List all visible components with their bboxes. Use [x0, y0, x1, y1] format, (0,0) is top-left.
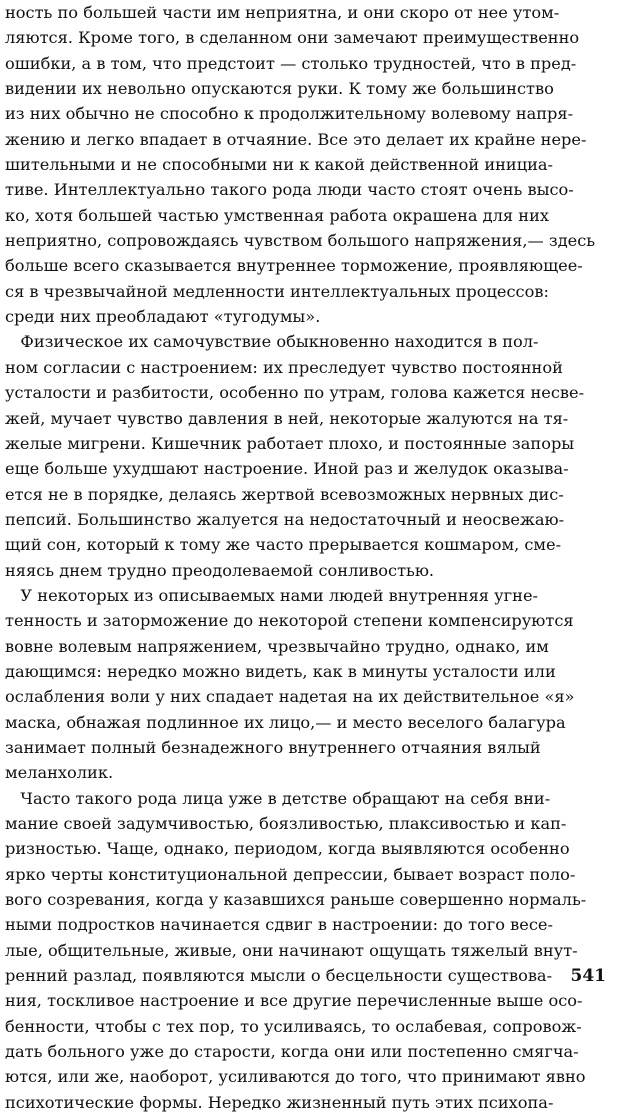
text-line: тиве. Интеллектуально такого рода люди часто стоят очень высо-: [5, 180, 574, 200]
text-line: няясь днем трудно преодолеваемой сонливостью.: [5, 560, 435, 580]
text-line: ся в чрезвычайной медленности интеллектуальных процессов:: [5, 281, 549, 301]
text-line: ном согласии с настроением: их преследует чувство постоянной: [5, 357, 563, 377]
text-line: ляются. Кроме того, в сделанном они замечают преимущественно: [5, 28, 580, 48]
text-line: ния, тоскливое настроение и все другие перечисленные выше осо-: [5, 991, 583, 1011]
text-line: жей, мучает чувство давления в ней, некоторые жалуются на тя-: [5, 408, 569, 428]
text-line: шительными и не способными ни к какой действенной инициа-: [5, 155, 554, 175]
text-line: занимает полный безнадежного внутреннего отчаяния вялый: [5, 737, 541, 757]
text-line: дающимся: нередко можно видеть, как в минуты усталости или: [5, 661, 556, 681]
text-line: Физическое их самочувствие обыкновенно находится в пол-: [5, 332, 539, 352]
text-line: ется не в порядке, делаясь жертвой всевозможных нервных дис-: [5, 484, 564, 504]
text-line: Часто такого рода лица уже в детстве обращают на себя вни-: [5, 788, 551, 808]
text-line: У некоторых из описываемых нами людей внутренняя угне-: [5, 585, 539, 605]
text-line: вовне волевым напряжением, чрезвычайно трудно, однако, им: [5, 636, 549, 656]
text-line: маска, обнажая подлинное их лицо,— и место веселого балагура: [5, 712, 566, 732]
text-line: ются, или же, наоборот, усиливаются до того, что принимают явно: [5, 1067, 586, 1087]
text-line: бенности, чтобы с тех пор, то усиливаясь, то ослабевая, сопровож-: [5, 1016, 582, 1036]
text-line: мание своей задумчивостью, боязливостью, плаксивостью и кап-: [5, 814, 567, 833]
text-line: ризностью. Чаще, однако, периодом, когда выявляются особенно: [5, 839, 570, 859]
text-line: видении их невольно опускаются руки. К тому же большинство: [5, 79, 554, 99]
text-line: психотические формы. Нередко жизненный путь этих психопа-: [5, 1092, 554, 1112]
text-line: среди них преобладают «тугодумы».: [5, 307, 321, 327]
text-line: дать больного уже до старости, когда они или постепенно смягча-: [5, 1042, 579, 1062]
text-line: вого созревания, когда у казавшихся раньше совершенно нормаль-: [5, 890, 587, 910]
text-line: из них обычно не способно к продолжительному волевому напря-: [5, 104, 574, 124]
text-line: неприятно, сопровождаясь чувством большого напряжения,— здесь: [5, 231, 596, 251]
text-line: пепсий. Большинство жалуется на недостаточный и неосвежаю-: [5, 509, 565, 529]
text-line: ренний разлад, появляются мысли о бесцельности существова-: [5, 966, 553, 986]
text-line: щий сон, который к тому же часто прерывается кошмаром, сме-: [5, 535, 562, 555]
text-line: еще больше ухудшают настроение. Иной раз и желудок оказыва-: [5, 459, 569, 479]
text-line: лые, общительные, живые, они начинают ощущать тяжелый внут-: [5, 940, 578, 960]
page-number: 541: [570, 966, 606, 986]
text-line: ослабления воли у них спадает надетая на их действительное «я»: [5, 687, 575, 707]
text-line: ко, хотя большей частью умственная работа окрашена для них: [5, 205, 549, 225]
text-line: ность по большей части им неприятна, и они скоро от нее утом-: [5, 3, 560, 22]
text-line: ярко черты конституциональной депрессии, бывает возраст поло-: [5, 864, 576, 884]
text-line: больше всего сказывается внутреннее торможение, проявляющее-: [5, 256, 583, 276]
text-line: ошибки, а в том, что предстоит — столько трудностей, что в пред-: [5, 53, 577, 73]
page-text: [5, 0, 615, 1115]
text-line: желые мигрени. Кишечник работает плохо, и постоянные запоры: [5, 433, 575, 453]
text-line: усталости и разбитости, особенно по утрам, голова кажется несве-: [5, 383, 585, 403]
text-line: ными подростков начинается сдвиг в настроении: до того весе-: [5, 915, 553, 935]
text-line: тенность и заторможение до некоторой степени компенсируются: [5, 611, 574, 631]
text-line: меланхолик.: [5, 763, 114, 783]
text-line: жению и легко впадает в отчаяние. Все это делает их крайне нере-: [5, 129, 587, 149]
